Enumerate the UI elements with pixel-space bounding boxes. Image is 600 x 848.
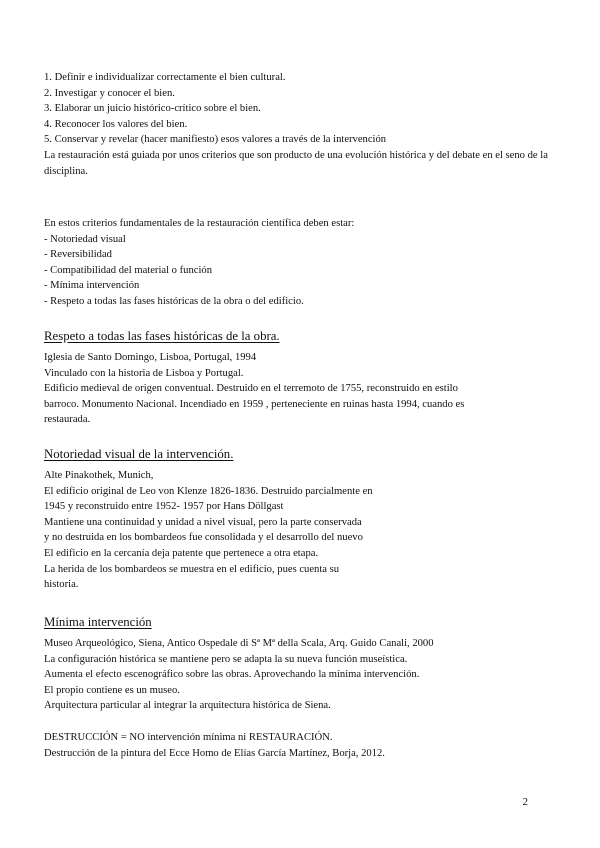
- section-line: Mantiene una continuidad y unidad a nivel visual, pero la parte conservada: [44, 516, 362, 528]
- criteria-item: - Notoriedad visual: [44, 233, 126, 245]
- closing-line: Destrucción de la pintura del Ecce Homo de Elías García Martínez, Borja, 2012.: [44, 747, 385, 759]
- section-line: y no destruida en los bombardeos fue consolidada y el desarrollo del nuevo: [44, 532, 363, 544]
- criteria-item: - Reversibilidad: [44, 249, 112, 261]
- closing-block: [44, 730, 574, 761]
- criteria-item: - Respeto a todas las fases históricas de la obra o del edificio.: [44, 295, 304, 307]
- section-line: Iglesia de Santo Domingo, Lisboa, Portugal, 1994: [44, 352, 257, 363]
- section-line: Alte Pinakothek, Munich,: [44, 470, 154, 481]
- list-item: 2. Investigar y conocer el bien.: [44, 87, 175, 99]
- section-line: La configuración histórica se mantiene pero se adapta la su nueva función museística.: [44, 653, 408, 665]
- section-minima: [44, 614, 574, 714]
- list-item: 1. Definir e individualizar correctamente el bien cultural.: [44, 72, 286, 83]
- section-line: Museo Arqueológico, Siena, Antico Ospedale di Sª Mª della Scala, Arq. Guido Canali, 2000: [44, 638, 434, 649]
- criteria-intro: En estos criterios fundamentales de la restauración científica deben estar:: [44, 218, 355, 229]
- section-line: historia.: [44, 579, 79, 591]
- section-line: barroco. Monumento Nacional. Incendiado en 1959 , perteneciente en ruinas hasta 1994, cuando es: [44, 398, 465, 410]
- section-line: La herida de los bombardeos se muestra en el edificio, pues cuenta su: [44, 563, 340, 575]
- section-line: Vinculado con la historia de Lisboa y Portugal.: [44, 367, 244, 379]
- criteria-item: - Compatibilidad del material o función: [44, 264, 212, 276]
- list-item: 4. Reconocer los valores del bien.: [44, 118, 188, 130]
- intro-paragraph: La restauración está guiada por unos criterios que son producto de una evolución histórica y del debate en el seno de la disciplina.: [44, 149, 548, 177]
- section-line: Edificio medieval de origen conventual. Destruido en el terremoto de 1755, reconstruido en estilo: [44, 383, 458, 395]
- closing-line: DESTRUCCIÓN = NO intervención mínima ni RESTAURACIÓN.: [44, 732, 333, 743]
- page-number: 2: [522, 796, 528, 808]
- section-line: El edificio en la cercanía deja patente que pertenece a otra etapa.: [44, 547, 319, 559]
- section-heading: Respeto a todas las fases históricas de la obra.: [44, 329, 280, 343]
- section-line: El propio contiene es un museo.: [44, 684, 180, 696]
- section-respeto: [44, 328, 574, 428]
- list-item: 5. Conservar y revelar (hacer manifiesto) esos valores a través de la intervención: [44, 134, 387, 146]
- section-line: Arquitectura particular al integrar la arquitectura histórica de Siena.: [44, 700, 331, 712]
- criteria-item: - Mínima intervención: [44, 280, 140, 292]
- criteria-block: [44, 216, 574, 310]
- section-line: 1945 y reconstruido entre 1952- 1957 por Hans Döllgast: [44, 501, 284, 513]
- section-line: El edificio original de Leo von Klenze 1826-1836. Destruido parcialmente en: [44, 485, 373, 497]
- list-item: 3. Elaborar un juicio histórico-crítico sobre el bien.: [44, 103, 261, 115]
- section-heading: Notoriedad visual de la intervención.: [44, 447, 234, 461]
- section-heading: Mínima intervención: [44, 615, 152, 629]
- section-line: restaurada.: [44, 414, 91, 426]
- section-line: Aumenta el efecto escenográfico sobre las obras. Aprovechando la mínima intervención.: [44, 669, 420, 681]
- intro-list: [44, 70, 574, 179]
- section-notoriedad: [44, 446, 574, 593]
